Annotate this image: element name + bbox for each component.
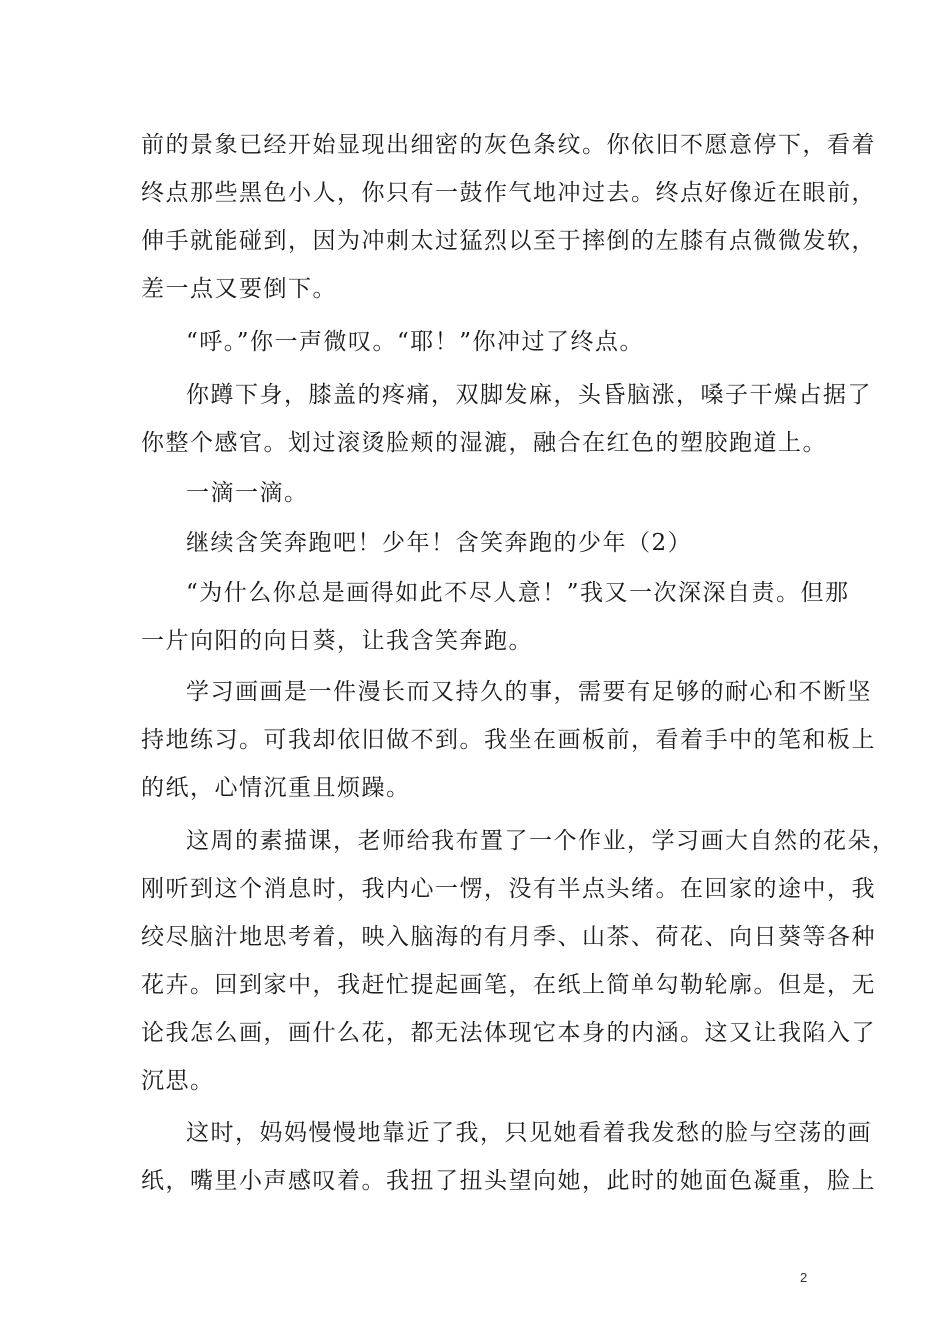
text-line: 的纸，心情沉重且烦躁。 <box>141 775 411 801</box>
text-line: 学习画画是一件漫长而又持久的事，需要有足够的耐心和不断坚 <box>186 679 872 705</box>
text-line: 持地练习。可我却依旧做不到。我坐在画板前，看着手中的笔和板上 <box>141 727 876 753</box>
text-line: “为什么你总是画得如此不尽人意！”我又一次深深自责。但那 <box>186 580 850 606</box>
text-line: 纸，嘴里小声感叹着。我扭了扭头望向她，此时的她面色凝重，脸上 <box>141 1168 876 1194</box>
text-line: “呼。”你一声微叹。“耶！”你冲过了终点。 <box>186 329 645 355</box>
text-line: 终点那些黑色小人，你只有一鼓作气地冲过去。终点好像近在眼前， <box>141 180 876 206</box>
text-line: 一滴一滴。 <box>186 480 309 506</box>
text-line: 你蹲下身，膝盖的疼痛，双脚发麻，头昏脑涨，嗓子干燥占据了 <box>186 382 872 408</box>
text-line: 沉思。 <box>141 1068 215 1094</box>
text-line: 这时，妈妈慢慢地靠近了我，只见她看着我发愁的脸与空荡的画 <box>186 1120 872 1146</box>
text-line: 前的景象已经开始显现出细密的灰色条纹。你依旧不愿意停下，看着 <box>141 132 876 158</box>
text-line: 这周的素描课，老师给我布置了一个作业，学习画大自然的花朵， <box>186 828 897 854</box>
text-line: 伸手就能碰到，因为冲刺太过猛烈以至于摔倒的左膝有点微微发软， <box>141 228 876 254</box>
text-line: 论我怎么画，画什么花，都无法体现它本身的内涵。这又让我陷入了 <box>141 1020 876 1046</box>
page-number: 2 <box>800 1270 808 1285</box>
text-line: 差一点又要倒下。 <box>141 276 337 302</box>
text-line: 花卉。回到家中，我赶忙提起画笔，在纸上简单勾勒轮廓。但是，无 <box>141 972 876 998</box>
text-line: 绞尽脑汁地思考着，映入脑海的有月季、山茶、荷花、向日葵等各种 <box>141 924 876 950</box>
text-line: 一片向阳的向日葵，让我含笑奔跑。 <box>141 628 533 654</box>
text-line: 刚听到这个消息时，我内心一愣，没有半点头绪。在回家的途中，我 <box>141 876 876 902</box>
text-line: 继续含笑奔跑吧！少年！含笑奔跑的少年（2） <box>186 530 693 556</box>
text-line: 你整个感官。划过滚烫脸颊的湿漉，融合在红色的塑胶跑道上。 <box>141 430 827 456</box>
